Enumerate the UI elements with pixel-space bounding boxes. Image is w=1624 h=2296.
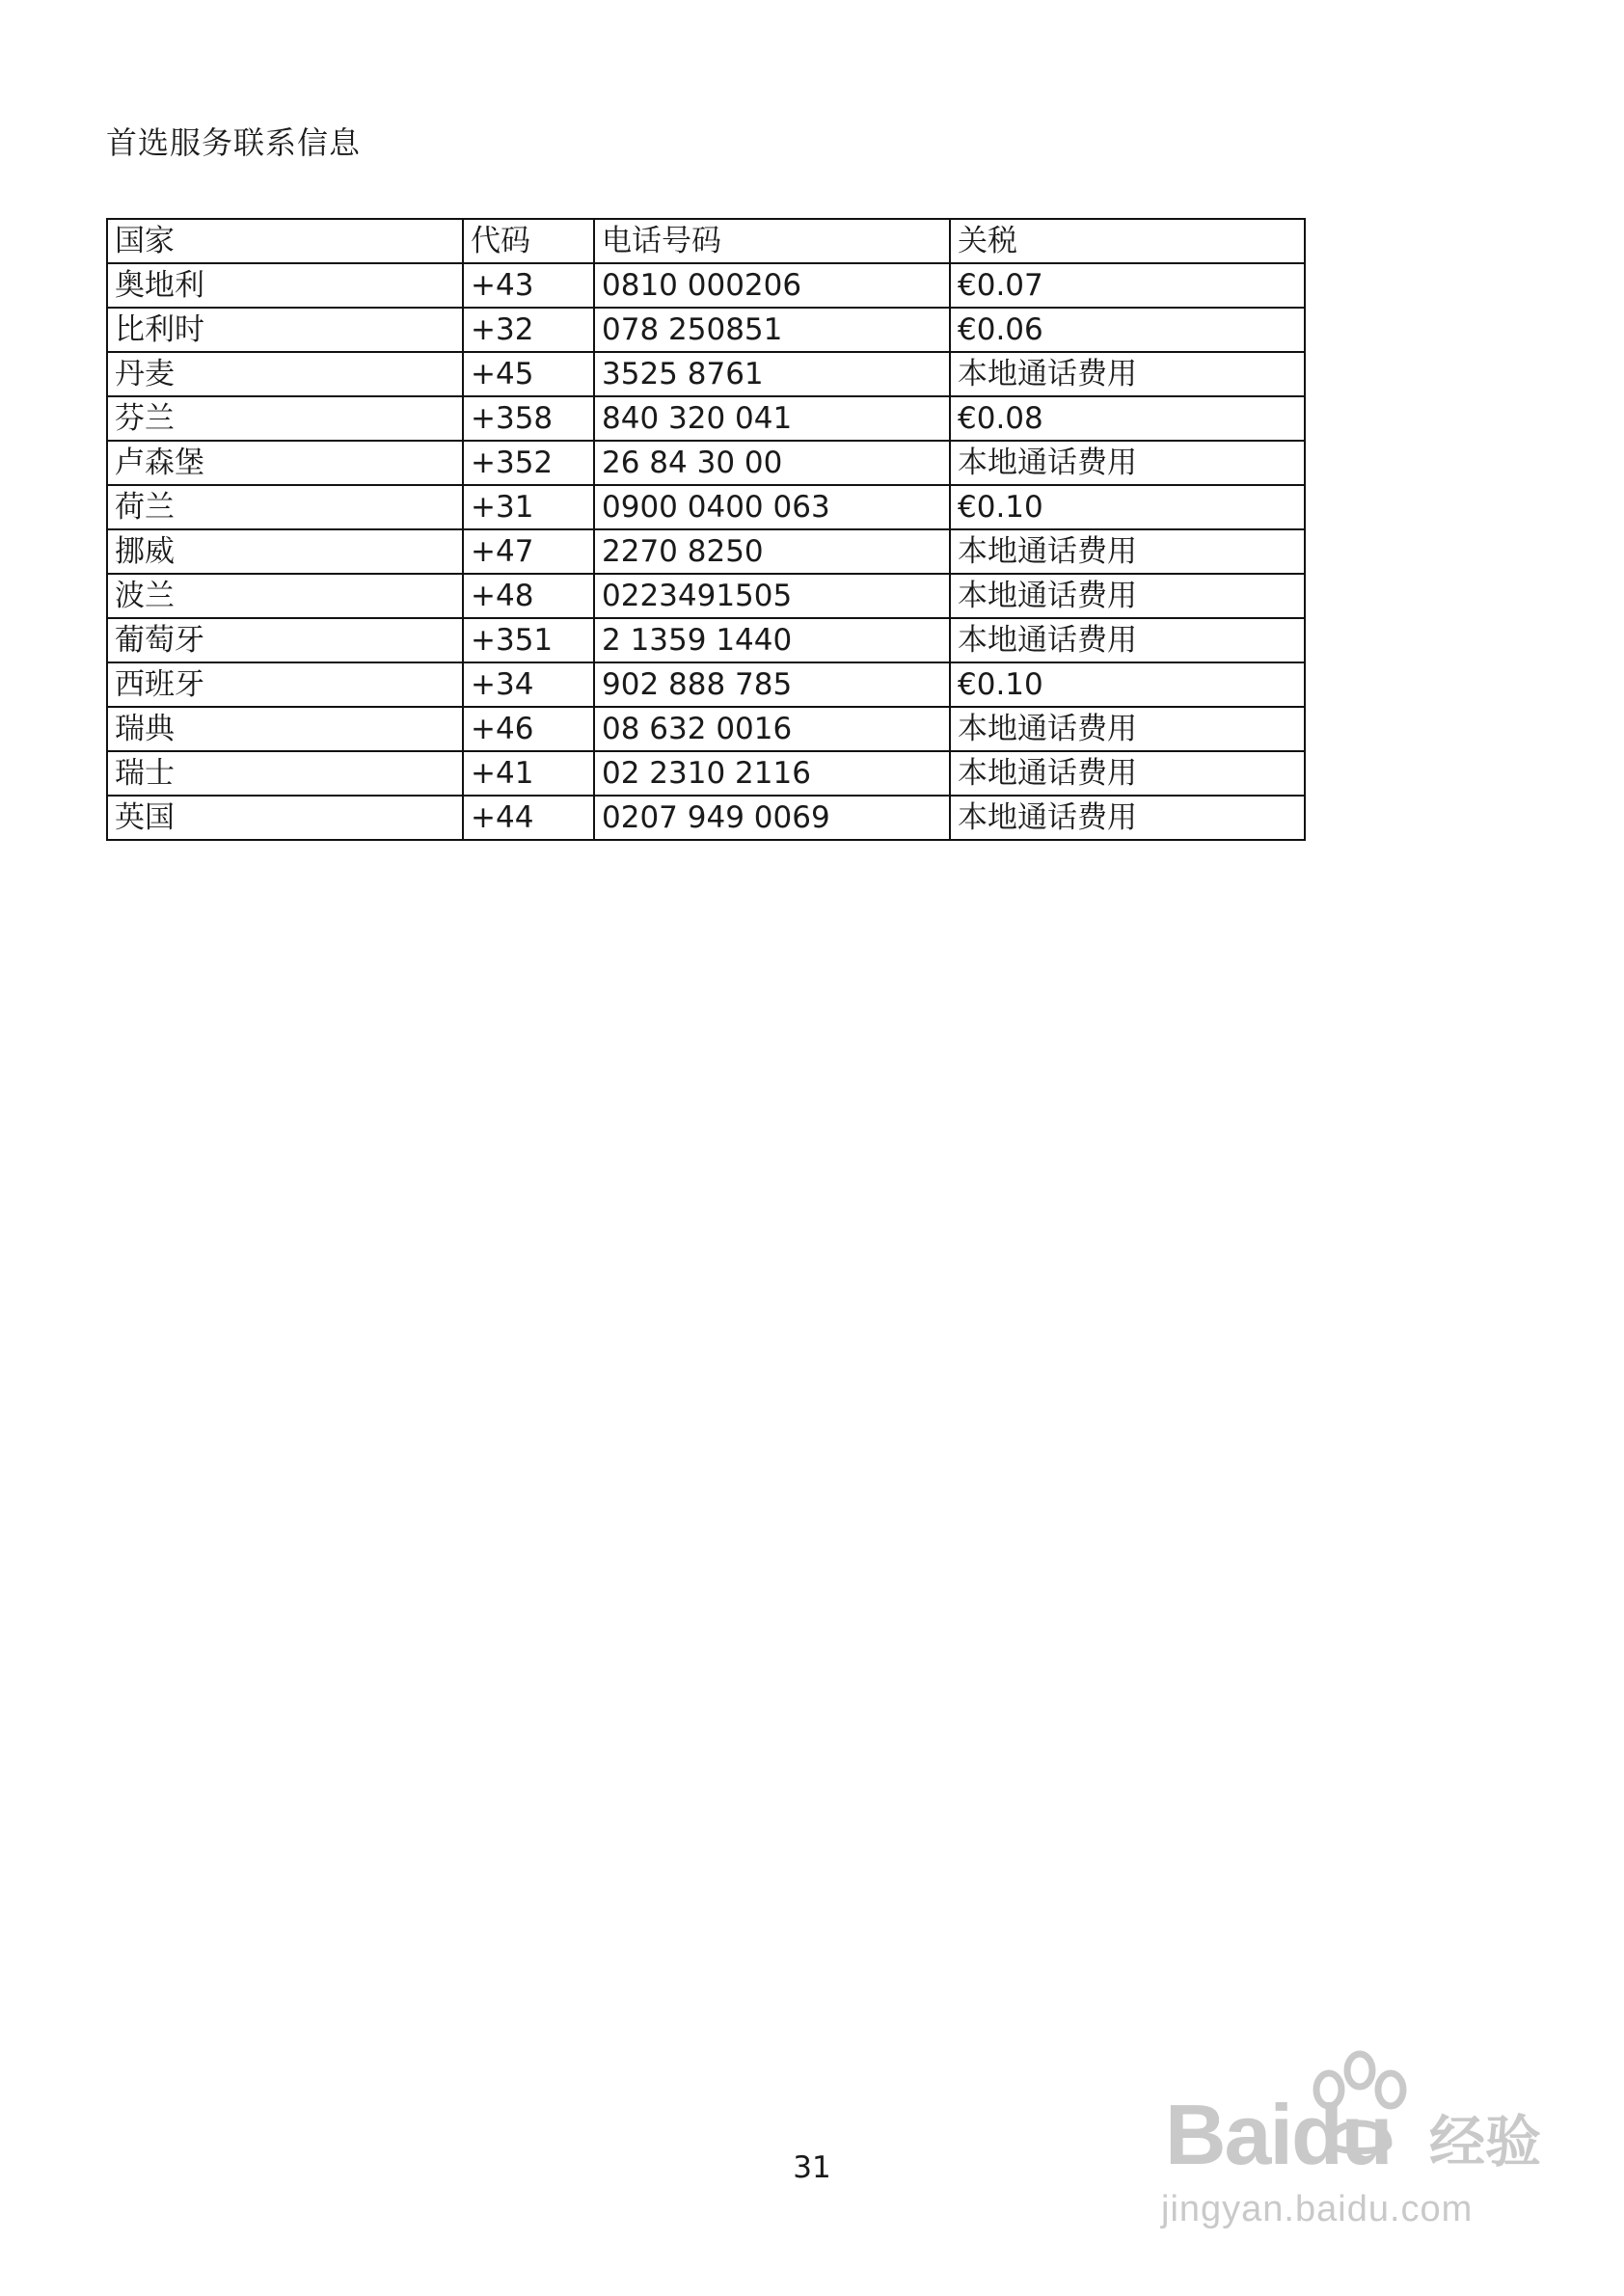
cell-tariff: €0.10 <box>950 485 1305 529</box>
table-header-row <box>107 219 1305 263</box>
table-row <box>107 574 1305 618</box>
header-phone: 电话号码 <box>594 219 950 263</box>
cell-phone: 2 1359 1440 <box>594 618 950 662</box>
cell-tariff: 本地通话费用 <box>950 352 1305 396</box>
baidu-watermark <box>1148 2049 1553 2242</box>
cell-tariff: €0.07 <box>950 263 1305 308</box>
table-row <box>107 441 1305 485</box>
cell-country: 荷兰 <box>107 485 463 529</box>
table-row <box>107 707 1305 751</box>
cell-code: +352 <box>463 441 594 485</box>
watermark-url: jingyan.baidu.com <box>1161 2189 1474 2229</box>
cell-country: 葡萄牙 <box>107 618 463 662</box>
cell-tariff: 本地通话费用 <box>950 707 1305 751</box>
cell-phone: 08 632 0016 <box>594 707 950 751</box>
cell-code: +47 <box>463 529 594 574</box>
cell-phone: 02 2310 2116 <box>594 751 950 796</box>
cell-tariff: €0.10 <box>950 662 1305 707</box>
header-country: 国家 <box>107 219 463 263</box>
cell-code: +358 <box>463 396 594 441</box>
cell-phone: 0810 000206 <box>594 263 950 308</box>
cell-code: +44 <box>463 796 594 840</box>
table-row <box>107 263 1305 308</box>
cell-tariff: €0.06 <box>950 308 1305 352</box>
table-row <box>107 485 1305 529</box>
cell-country: 英国 <box>107 796 463 840</box>
cell-code: +45 <box>463 352 594 396</box>
cell-country: 西班牙 <box>107 662 463 707</box>
cell-phone: 078 250851 <box>594 308 950 352</box>
contact-table <box>106 218 1306 841</box>
cell-code: +34 <box>463 662 594 707</box>
cell-phone: 3525 8761 <box>594 352 950 396</box>
table-row <box>107 662 1305 707</box>
cell-tariff: €0.08 <box>950 396 1305 441</box>
cell-country: 挪威 <box>107 529 463 574</box>
table-row <box>107 796 1305 840</box>
cell-tariff: 本地通话费用 <box>950 618 1305 662</box>
cell-country: 瑞士 <box>107 751 463 796</box>
cell-tariff: 本地通话费用 <box>950 529 1305 574</box>
cell-phone: 902 888 785 <box>594 662 950 707</box>
cell-tariff: 本地通话费用 <box>950 751 1305 796</box>
cell-phone: 0900 0400 063 <box>594 485 950 529</box>
page-number: 31 <box>793 2150 831 2185</box>
cell-country: 丹麦 <box>107 352 463 396</box>
header-code: 代码 <box>463 219 594 263</box>
header-tariff: 关税 <box>950 219 1305 263</box>
table-row <box>107 308 1305 352</box>
table-row <box>107 751 1305 796</box>
cell-phone: 2270 8250 <box>594 529 950 574</box>
table-row <box>107 396 1305 441</box>
table-row <box>107 352 1305 396</box>
page-heading: 首选服务联系信息 <box>106 124 362 161</box>
cell-code: +46 <box>463 707 594 751</box>
cell-code: +31 <box>463 485 594 529</box>
cell-tariff: 本地通话费用 <box>950 441 1305 485</box>
watermark-brand: Baidu <box>1165 2087 1392 2182</box>
cell-phone: 0207 949 0069 <box>594 796 950 840</box>
cell-country: 卢森堡 <box>107 441 463 485</box>
cell-code: +43 <box>463 263 594 308</box>
cell-phone: 840 320 041 <box>594 396 950 441</box>
cell-code: +41 <box>463 751 594 796</box>
cell-code: +48 <box>463 574 594 618</box>
cell-code: +351 <box>463 618 594 662</box>
table-row <box>107 529 1305 574</box>
table-row <box>107 618 1305 662</box>
watermark-sub: 经验 <box>1429 2109 1542 2174</box>
cell-country: 芬兰 <box>107 396 463 441</box>
cell-phone: 0223491505 <box>594 574 950 618</box>
cell-tariff: 本地通话费用 <box>950 574 1305 618</box>
cell-country: 奥地利 <box>107 263 463 308</box>
cell-country: 瑞典 <box>107 707 463 751</box>
cell-phone: 26 84 30 00 <box>594 441 950 485</box>
cell-tariff: 本地通话费用 <box>950 796 1305 840</box>
cell-country: 比利时 <box>107 308 463 352</box>
cell-code: +32 <box>463 308 594 352</box>
cell-country: 波兰 <box>107 574 463 618</box>
